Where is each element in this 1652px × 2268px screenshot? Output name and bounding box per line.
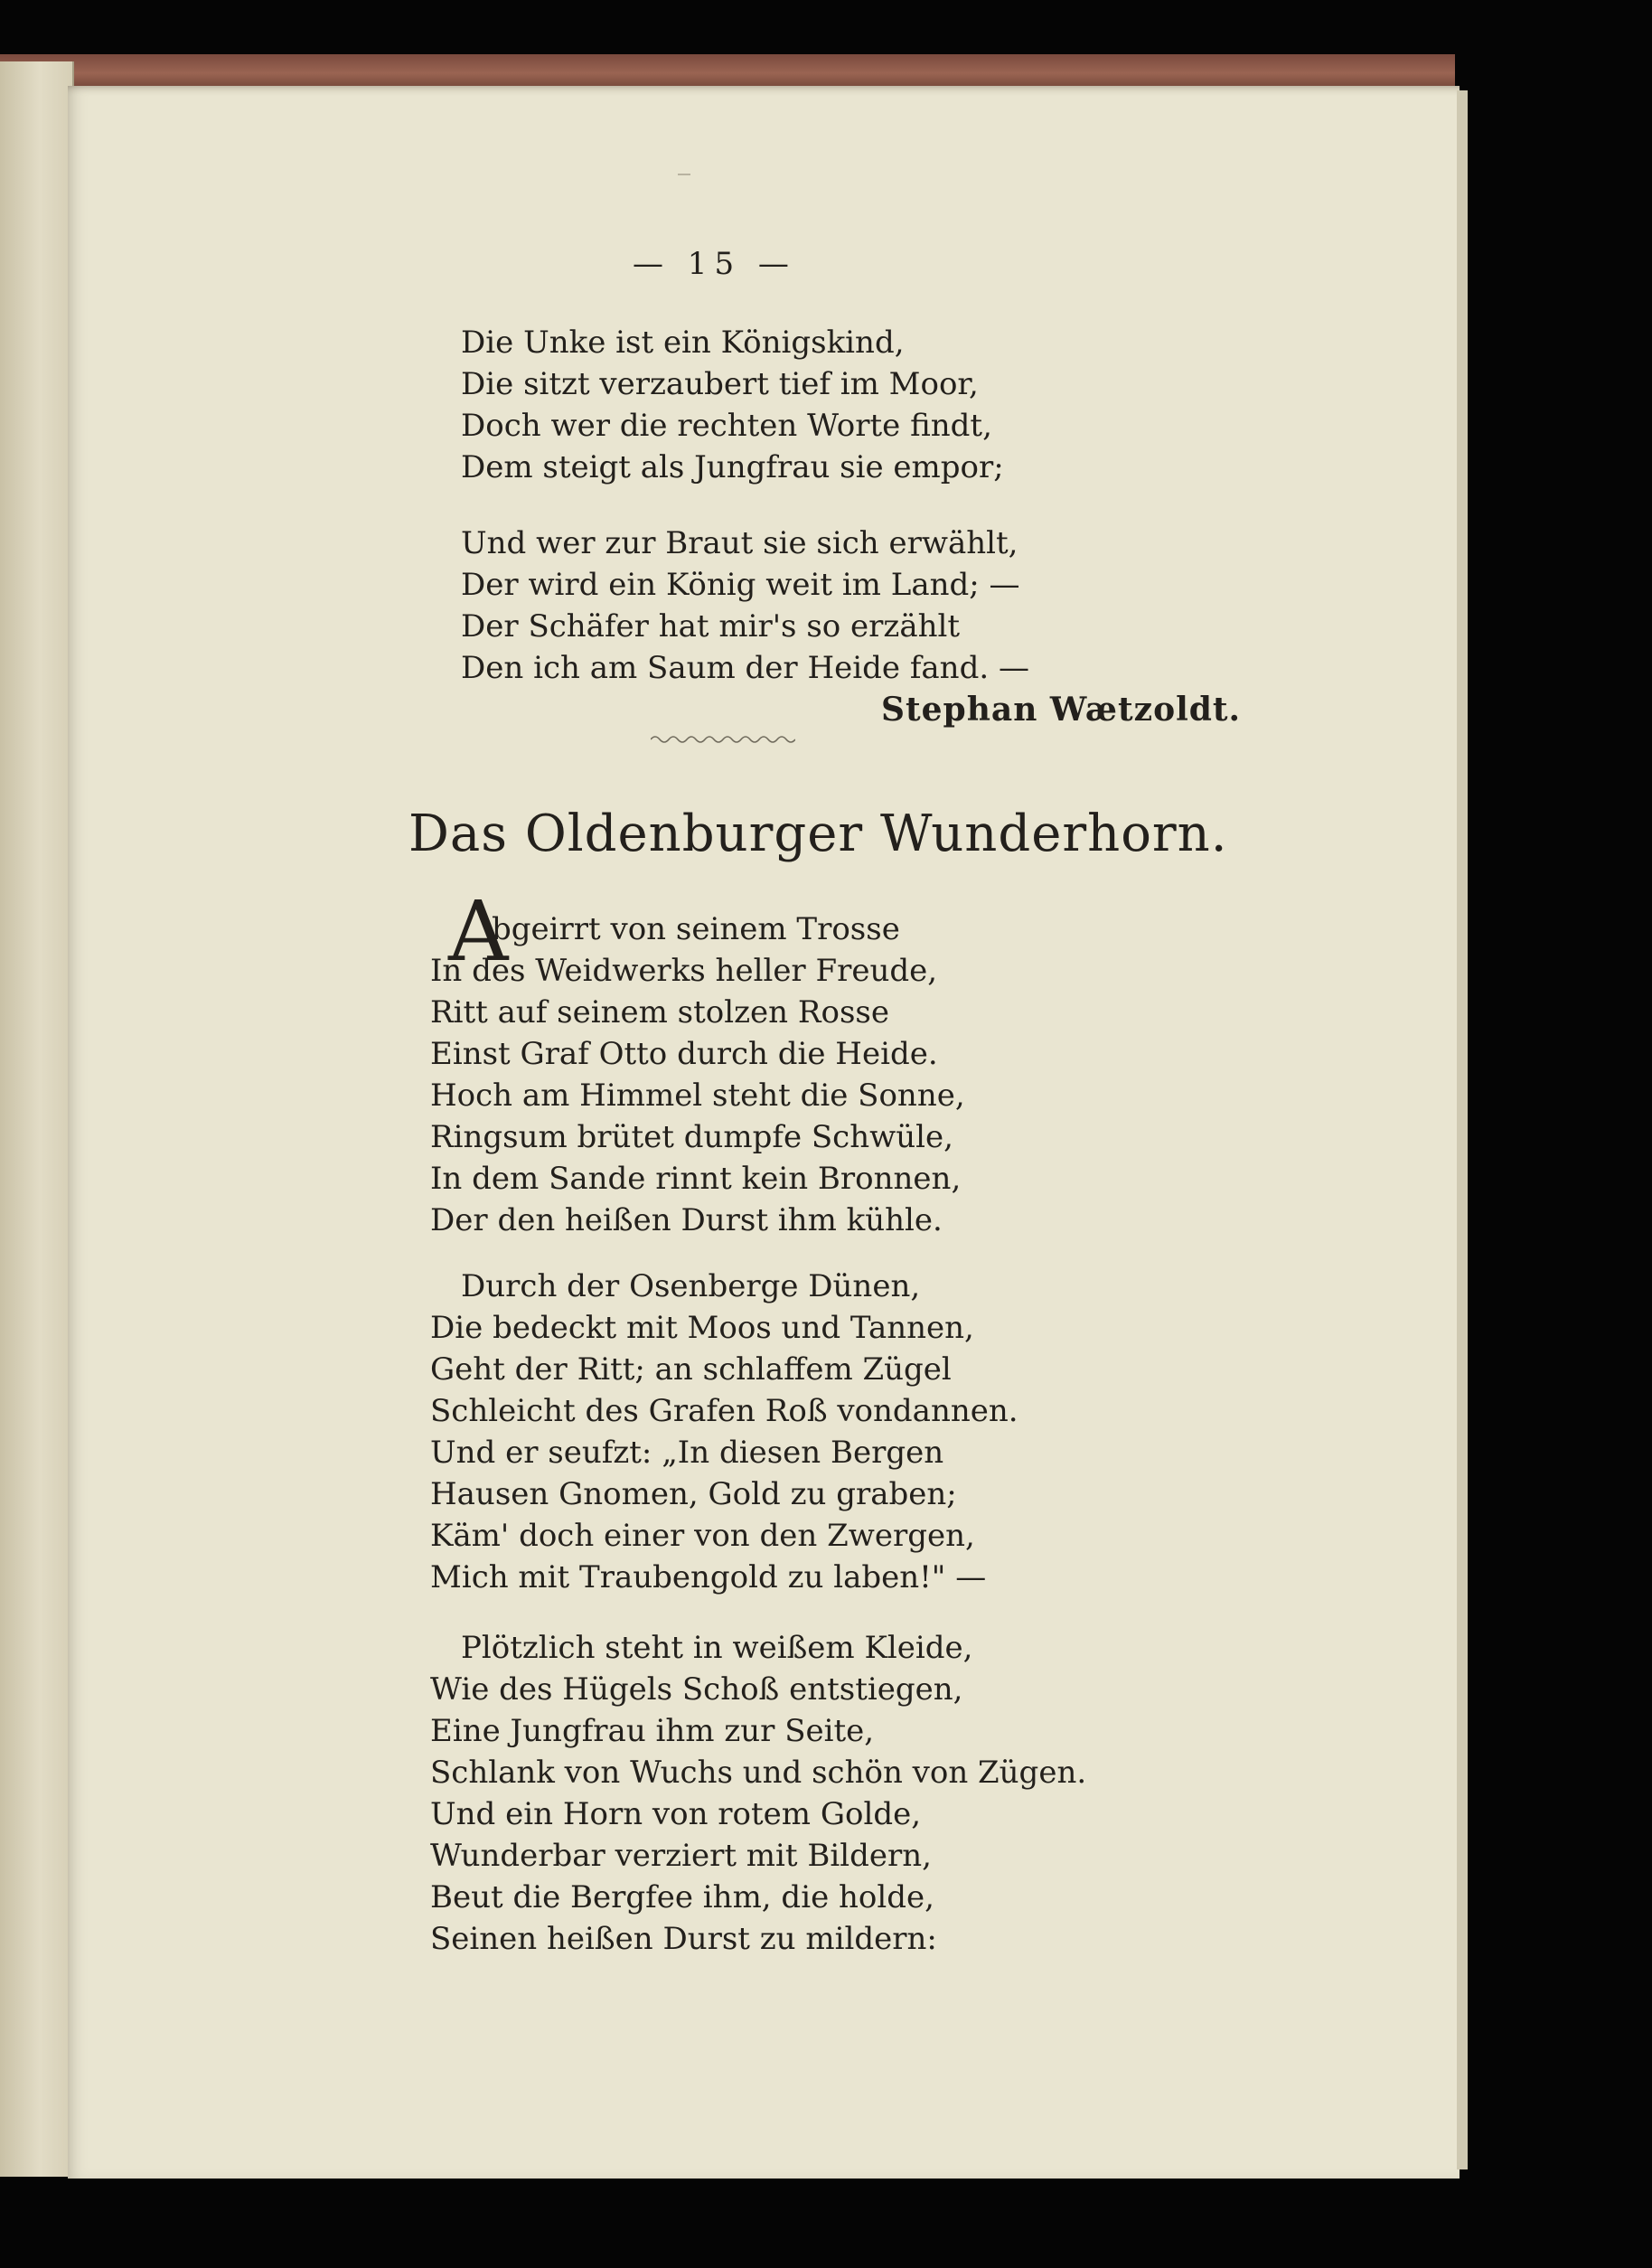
poem2-stanza2 (430, 1266, 1018, 1598)
verse-line: Wunderbar verziert mit Bildern, (430, 1838, 932, 1874)
verse-line: Einst Graf Otto durch die Heide. (430, 1036, 938, 1072)
verse-line: Der Schäfer hat mir's so erzählt (461, 608, 961, 645)
verse-line: Beut die Bergfee ihm, die holde, (430, 1879, 934, 1915)
verse-line: Und er seufzt: „In diesen Bergen (430, 1435, 944, 1471)
verse-line: Die Unke ist ein Königskind, (461, 325, 905, 361)
verse-line: Seinen heißen Durst zu mildern: (430, 1921, 937, 1957)
verse-line: Mich mit Traubengold zu laben!" — (430, 1559, 987, 1595)
verse-line: Dem steigt als Jungfrau sie empor; (461, 449, 1004, 485)
verse-line: Schleicht des Grafen Roß vondannen. (430, 1393, 1018, 1429)
verse-line: Schlank von Wuchs und schön von Zügen. (430, 1755, 1087, 1791)
page-edge-shadow (1457, 90, 1468, 2169)
verse-line: Wie des Hügels Schoß entstiegen, (430, 1671, 963, 1708)
verse-line: Die sitzt verzaubert tief im Moor, (461, 366, 979, 402)
verse-line: Und wer zur Braut sie sich erwählt, (461, 525, 1018, 561)
section-divider-ornament (651, 732, 795, 747)
verse-line: Die bedeckt mit Moos und Tannen, (430, 1310, 974, 1346)
drop-cap: A (448, 883, 509, 980)
facing-page-edge (0, 61, 74, 2177)
verse-line: Käm' doch einer von den Zwergen, (430, 1518, 975, 1554)
verse-line: Und ein Horn von rotem Golde, (430, 1796, 922, 1832)
verse-line: Eine Jungfrau ihm zur Seite, (430, 1713, 875, 1749)
verse-line: Den ich am Saum der Heide fand. — (461, 650, 1029, 686)
poem-title: Das Oldenburger Wunderhorn. (408, 805, 1228, 863)
page-number: — 15 — (633, 246, 796, 282)
verse-line: Der wird ein König weit im Land; — (461, 567, 1020, 603)
poem2-stanza1 (430, 908, 965, 1241)
poem1-stanza1 (430, 322, 1004, 488)
poem1-stanza2 (430, 522, 1029, 689)
verse-line: Hausen Gnomen, Gold zu graben; (430, 1476, 957, 1512)
verse-line: Plötzlich steht in weißem Kleide, (461, 1630, 973, 1666)
poem-author: Stephan Wætzoldt. (881, 691, 1242, 729)
verse-line: Geht der Ritt; an schlaffem Zügel (430, 1351, 952, 1388)
verse-line: In des Weidwerks heller Freude, (430, 953, 938, 989)
verse-line: In dem Sande rinnt kein Bronnen, (430, 1161, 962, 1197)
verse-line: Ringsum brütet dumpfe Schwüle, (430, 1119, 953, 1155)
verse-line: Hoch am Himmel steht die Sonne, (430, 1078, 965, 1114)
verse-line: Durch der Osenberge Dünen, (461, 1268, 921, 1304)
verse-line: Ritt auf seinem stolzen Rosse (430, 994, 889, 1030)
verse-line: bgeirrt von seinem Trosse (492, 911, 900, 947)
verse-line: Doch wer die rechten Worte findt, (461, 408, 992, 444)
page-mark (678, 174, 690, 175)
verse-line: Der den heißen Durst ihm kühle. (430, 1202, 943, 1238)
poem2-stanza3 (430, 1627, 1086, 1960)
